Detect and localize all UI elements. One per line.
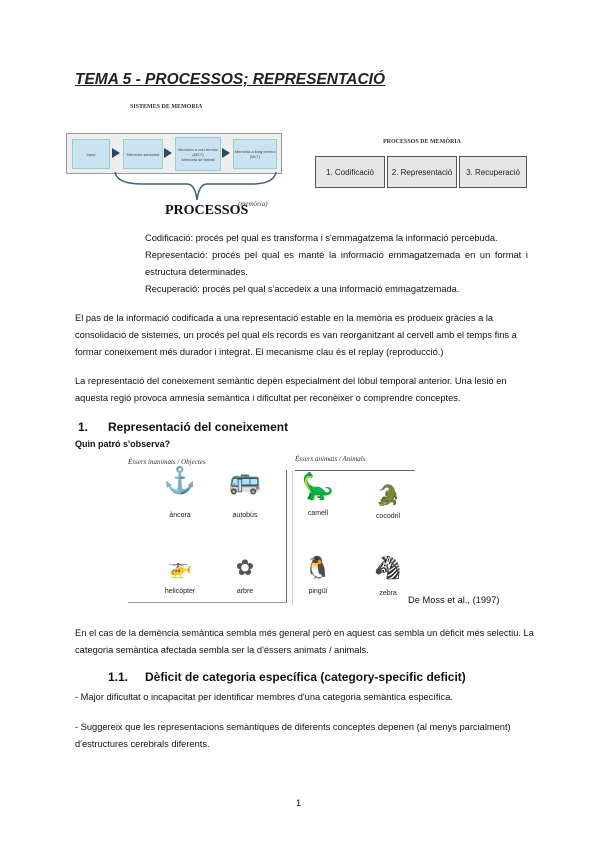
flower-icon: ✿ xyxy=(235,555,255,580)
section-number: 1. xyxy=(78,420,89,434)
section-heading: Representació del coneixement xyxy=(108,420,289,434)
subsection-number: 1.1. xyxy=(108,670,129,684)
figure-header-left: Éssers inanimats / Objectes xyxy=(128,458,206,466)
section-question: Quin patró s'observa? xyxy=(75,439,171,449)
subsection-heading: Dèficit de categoria específica (category-specific deficit) xyxy=(145,670,466,684)
memory-processes-title: PROCESSOS DE MEMÒRIA xyxy=(383,139,462,145)
camel-icon: 🦕 xyxy=(301,471,335,501)
figure-label: camell xyxy=(307,510,329,517)
paragraph: La representació del coneixement semàntic depèn especialment del lòbul temporal anterior. Una lesió en aquesta regió provoca amnesia semàntica i dificultat per reconèixer o comprendre conceptes. xyxy=(75,376,507,403)
memory-systems-title: SISTEMES DE MEMORIA xyxy=(130,104,203,110)
bus-icon: 🚌 xyxy=(228,465,262,495)
diagram-box xyxy=(175,137,221,171)
definition-coding: Codificació: procés pel qual es transforma i s'emmagatzema la informació percebuda. xyxy=(145,233,498,243)
penguin-icon: 🐧 xyxy=(304,555,332,580)
figure-header-right: Éssers animats / Animals xyxy=(295,455,366,463)
figure-label: àncora xyxy=(169,512,191,519)
figure-label: autobús xyxy=(232,512,258,519)
figure-label: cocodril xyxy=(375,513,401,520)
brace-icon xyxy=(112,170,282,204)
zebra-icon: 🦓 xyxy=(374,555,402,580)
definition-representation: Representació: procés pel qual es manté la informació emmagatzemada en un format i estructura determinades. xyxy=(145,250,528,277)
crocodile-icon: 🐊 xyxy=(375,485,401,507)
definitions xyxy=(145,230,528,298)
figure-drawings xyxy=(120,455,490,607)
page-title: TEMA 5 - PROCESSOS; REPRESENTACIÓ xyxy=(75,71,386,88)
process-box: 3. Recuperació xyxy=(459,156,527,188)
bullet-point: - Major dificultat o incapacitat per identificar membres d'una categoria semàntica específica. xyxy=(75,692,453,702)
box-label: Memòria a curt termini (MCT) xyxy=(178,146,218,157)
diagram-box: Memòria sensorial xyxy=(123,139,163,169)
box-sublabel: Memòria de treball xyxy=(181,156,215,162)
memory-systems-diagram xyxy=(66,133,282,174)
figure-citation: De Moss et al., (1997) xyxy=(408,595,500,605)
definition-retrieval: Recuperació: procés pel qual s'accedeix a una informació emmagatzemada. xyxy=(145,284,460,294)
figure-label: helicòpter xyxy=(164,588,196,595)
anchor-icon: ⚓ xyxy=(163,465,197,495)
figure-label: pingüí xyxy=(308,588,328,595)
helicopter-icon: 🚁 xyxy=(167,557,193,579)
arrow-icon xyxy=(222,148,230,158)
arrow-icon xyxy=(164,148,172,158)
processes-label: PROCESSOS xyxy=(165,203,249,218)
arrow-icon xyxy=(112,148,120,158)
diagram-box: Input xyxy=(72,139,110,169)
paragraph: En el cas de la demència semàntica sembla més general però en aquest cas sembla un dèficit més selectiu. La categoria semàntica afectada sembla ser la d'éssers animats / animals. xyxy=(75,628,534,655)
handwritten-note: (memòria) xyxy=(238,200,268,208)
diagram-box: Memòria a llarg termini (MLT) xyxy=(233,139,277,169)
figure-label: zebra xyxy=(379,590,397,597)
paragraph: El pas de la informació codificada a una representació estable en la memòria es produeix gràcies a la consolidació de sistemes, un procés pel qual els records es van reorganitzant al cervell amb el temps fins a formar coneixement més durador i integrat. El mecanisme clau és el replay (reproducció.) xyxy=(75,313,517,357)
page-number: 1 xyxy=(296,798,302,808)
process-box: 1. Codificació xyxy=(315,156,385,188)
figure-label: arbre xyxy=(236,588,254,595)
process-box: 2. Representació xyxy=(387,156,457,188)
bullet-point: - Suggereix que les representacions semàntiques de diferents conceptes depenen (al menys parcialment) d'estructures cerebrals diferents. xyxy=(75,722,511,749)
